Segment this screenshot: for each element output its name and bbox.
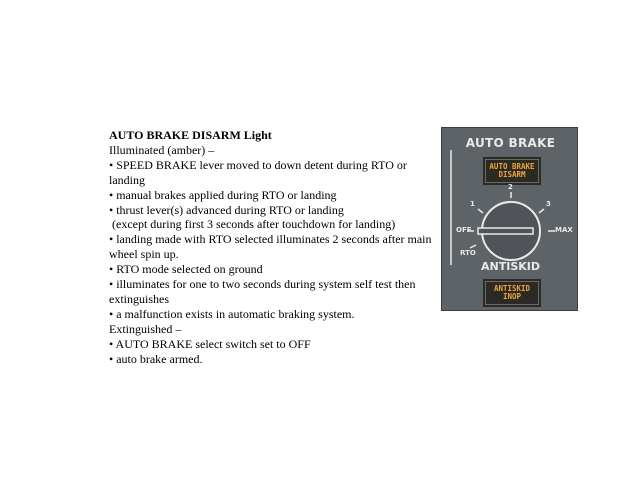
description-line: • thrust lever(s) advanced during RTO or landing xyxy=(109,202,344,217)
antiskid-light-line-2: INOP xyxy=(502,292,522,301)
description-line: • a malfunction exists in automatic braking system. xyxy=(109,306,355,321)
position-3-label: 3 xyxy=(546,200,551,208)
tick-mark xyxy=(539,209,544,213)
selector-pointer[interactable] xyxy=(478,228,533,234)
tick-mark xyxy=(478,209,483,213)
position-rto-label: RTO xyxy=(460,249,476,257)
description-line: (except during first 3 seconds after touchdown for landing) xyxy=(109,217,396,232)
position-off-label: OFF xyxy=(456,226,472,234)
description-line: • illuminates for one to two seconds during system self test then extinguishes xyxy=(109,277,416,306)
disarm-light-line-1: AUTO BRAKE xyxy=(489,161,535,171)
description-line: • manual brakes applied during RTO or landing xyxy=(109,187,337,202)
auto-brake-disarm-description xyxy=(109,128,434,367)
description-line: • AUTO BRAKE select switch set to OFF xyxy=(109,336,311,351)
description-line: • auto brake armed. xyxy=(109,351,203,366)
position-max-label: MAX xyxy=(555,226,573,234)
description-line: • SPEED BRAKE lever moved to down detent during RTO or landing xyxy=(109,157,407,187)
tick-mark xyxy=(470,245,476,248)
disarm-light-line-2: DISARM xyxy=(498,170,526,179)
description-title: AUTO BRAKE DISARM Light xyxy=(109,128,272,142)
position-2-label: 2 xyxy=(508,183,513,191)
antiskid-light-line-1: ANTISKID xyxy=(493,283,531,293)
description-line: Extinguished – xyxy=(109,321,182,336)
description-line: • landing made with RTO selected illuminates 2 seconds after main wheel spin up. xyxy=(109,232,432,262)
panel-header: AUTO BRAKE xyxy=(465,136,556,150)
position-1-label: 1 xyxy=(470,200,475,208)
antiskid-label: ANTISKID xyxy=(481,260,540,273)
auto-brake-panel xyxy=(441,127,578,311)
description-line: Illuminated (amber) – xyxy=(109,142,215,157)
antiskid-inop-light[interactable] xyxy=(483,279,541,307)
description-line: • RTO mode selected on ground xyxy=(109,262,263,277)
